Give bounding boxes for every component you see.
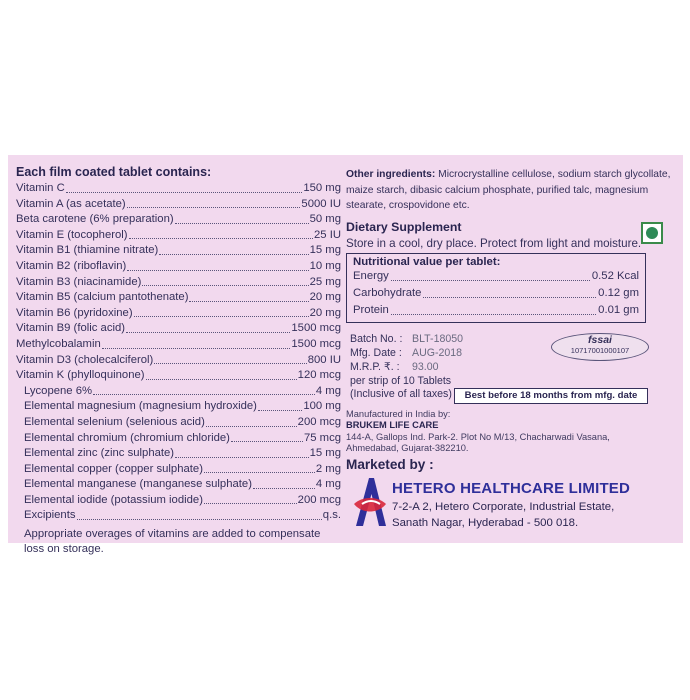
nutrient-value: 0.12 gm xyxy=(598,286,639,299)
leader-dots xyxy=(423,297,596,298)
ingredient-amount: 120 mcg xyxy=(297,369,341,382)
leader-dots xyxy=(93,394,315,395)
ingredient-name: Vitamin D3 (cholecalciferol) xyxy=(16,353,154,366)
leader-dots xyxy=(391,280,590,281)
ingredient-amount: 4 mg xyxy=(315,478,341,491)
composition-section xyxy=(16,165,341,557)
veg-mark-icon xyxy=(641,222,663,244)
composition-row xyxy=(16,243,341,259)
ingredient-name: Elemental iodide (potassium iodide) xyxy=(24,493,203,506)
composition-row xyxy=(16,415,341,431)
mfg-date-label: Mfg. Date : xyxy=(350,346,402,359)
ingredient-name: Vitamin A (as acetate) xyxy=(16,197,126,210)
nutrient-value: 0.01 gm xyxy=(598,303,639,316)
nutrient-name: Energy xyxy=(353,269,389,282)
composition-row xyxy=(16,212,341,228)
composition-row xyxy=(16,181,341,197)
composition-row xyxy=(16,321,341,337)
leader-dots xyxy=(126,332,290,333)
leader-dots xyxy=(231,441,303,442)
composition-row xyxy=(16,384,341,400)
other-ingredients-label: Other ingredients: xyxy=(346,169,436,180)
composition-row xyxy=(16,368,341,384)
ingredient-name: Elemental zinc (zinc sulphate) xyxy=(24,447,175,460)
composition-row xyxy=(16,228,341,244)
ingredient-name: Vitamin B5 (calcium pantothenate) xyxy=(16,291,189,304)
composition-row xyxy=(16,399,341,415)
ingredient-amount: 50 mg xyxy=(309,213,341,226)
composition-heading: Each film coated tablet contains: xyxy=(16,165,212,179)
hetero-logo-icon xyxy=(352,474,388,528)
nutrition-row xyxy=(353,268,639,285)
label-panel xyxy=(8,155,683,556)
leader-dots xyxy=(204,472,315,473)
dietary-supplement-heading: Dietary Supplement xyxy=(346,219,462,234)
marketed-by-label: Marketed by : xyxy=(346,456,434,472)
leader-dots xyxy=(391,314,596,315)
ingredient-amount: 25 mg xyxy=(309,275,341,288)
ingredient-amount: 800 IU xyxy=(307,353,341,366)
mrp-label: M.R.P. ₹. : xyxy=(350,360,400,373)
composition-row xyxy=(16,306,341,322)
ingredient-amount: 1500 mcg xyxy=(291,337,341,350)
overage-note: Appropriate overages of vitamins are added to compensate loss on storage. xyxy=(24,528,321,556)
storage-instructions: Store in a cool, dry place. Protect from light and moisture. xyxy=(346,236,642,250)
ingredient-amount: 4 mg xyxy=(315,384,341,397)
composition-row xyxy=(16,259,341,275)
composition-row xyxy=(16,197,341,213)
ingredient-amount: 10 mg xyxy=(309,259,341,272)
composition-row xyxy=(16,337,341,353)
manufactured-by-label: Manufactured in India by: xyxy=(346,408,451,419)
nutrition-list xyxy=(353,268,639,319)
composition-row xyxy=(16,477,341,493)
nutrition-title: Nutritional value per tablet: xyxy=(353,255,501,268)
ingredient-name: Beta carotene (6% preparation) xyxy=(16,213,174,226)
batch-value: BLT-18050 xyxy=(412,332,464,345)
ingredient-name: Elemental copper (copper sulphate) xyxy=(24,462,203,475)
ingredient-name: Vitamin B6 (pyridoxine) xyxy=(16,306,133,319)
nutrient-value: 0.52 Kcal xyxy=(591,269,639,282)
composition-list xyxy=(16,181,341,524)
taxes-info: (Inclusive of all taxes) xyxy=(350,387,452,400)
fssai-logo xyxy=(551,333,649,361)
ingredient-amount: 150 mg xyxy=(303,182,341,194)
ingredient-amount: 200 mcg xyxy=(297,493,341,506)
manufacturer-info xyxy=(346,409,676,455)
composition-row xyxy=(16,275,341,291)
ingredient-name: Vitamin B2 (riboflavin) xyxy=(16,259,127,272)
composition-row xyxy=(16,508,341,524)
ingredient-amount: 15 mg xyxy=(309,244,341,257)
ingredient-name: Excipients xyxy=(24,509,76,522)
leader-dots xyxy=(159,254,308,255)
marketer-name: HETERO HEALTHCARE LIMITED xyxy=(392,479,631,497)
manufacturer-address-line2: Ahmedabad, Gujarat-382210. xyxy=(346,443,469,453)
ingredient-amount: 20 mg xyxy=(309,291,341,304)
leader-dots xyxy=(189,301,308,302)
batch-info xyxy=(346,329,676,400)
ingredient-amount: 25 IU xyxy=(313,228,341,241)
ingredient-amount: 1500 mcg xyxy=(291,322,341,335)
manufacturer-address-line1: 144-A, Gallops Ind. Park-2. Plot No M/13, Chacharwadi Vasana, xyxy=(346,431,610,442)
other-ingredients-text: Microcrystalline cellulose, sodium starch glycollate, maize starch, dibasic calcium phosphate, purified talc, magnesium stearate, crospovidone etc. xyxy=(346,169,671,211)
nutrition-box xyxy=(346,253,646,323)
ingredient-name: Elemental manganese (manganese sulphate) xyxy=(24,478,252,491)
composition-row xyxy=(16,446,341,462)
other-ingredients xyxy=(346,167,676,214)
nutrition-row xyxy=(353,302,639,319)
ingredient-name: Vitamin C xyxy=(16,182,65,194)
ingredient-name: Elemental magnesium (magnesium hydroxide) xyxy=(24,400,257,413)
strip-info: per strip of 10 Tablets xyxy=(350,374,452,387)
nutrient-name: Carbohydrate xyxy=(353,286,422,299)
mfg-date-value: AUG-2018 xyxy=(412,346,463,359)
batch-label: Batch No. : xyxy=(350,332,403,345)
fssai-number: 10717001000107 xyxy=(570,345,630,355)
ingredient-amount: 20 mg xyxy=(309,306,341,319)
leader-dots xyxy=(154,363,306,364)
leader-dots xyxy=(77,519,322,520)
info-section xyxy=(346,167,676,534)
leader-dots xyxy=(134,316,309,317)
leader-dots xyxy=(66,192,303,193)
leader-dots xyxy=(175,223,309,224)
composition-row xyxy=(16,290,341,306)
leader-dots xyxy=(102,348,291,349)
composition-row xyxy=(16,431,341,447)
ingredient-name: Vitamin B3 (niacinamide) xyxy=(16,275,142,288)
nutrition-row xyxy=(353,285,639,302)
marketer-address-line2: Sanath Nagar, Hyderabad - 500 018. xyxy=(392,516,579,529)
ingredient-name: Methylcobalamin xyxy=(16,337,101,350)
leader-dots xyxy=(142,285,308,286)
ingredient-amount: 100 mg xyxy=(303,400,341,413)
manufacturer-name: BRUKEM LIFE CARE xyxy=(346,420,439,430)
ingredient-amount: 15 mg xyxy=(309,447,341,460)
ingredient-amount: q.s. xyxy=(322,509,341,522)
leader-dots xyxy=(127,207,301,208)
ingredient-amount: 200 mcg xyxy=(297,415,341,428)
marketer-address-line1: 7-2-A 2, Hetero Corporate, Industrial Estate, xyxy=(392,500,615,513)
ingredient-name: Vitamin E (tocopherol) xyxy=(16,228,128,241)
leader-dots xyxy=(175,457,309,458)
composition-row xyxy=(16,462,341,478)
leader-dots xyxy=(204,503,297,504)
ingredient-amount: 2 mg xyxy=(315,462,341,475)
leader-dots xyxy=(146,379,297,380)
composition-row xyxy=(16,353,341,369)
leader-dots xyxy=(253,488,315,489)
best-before-box: Best before 18 months from mfg. date xyxy=(454,388,648,404)
mrp-value: 93.00 xyxy=(412,360,439,373)
ingredient-name: Elemental chromium (chromium chloride) xyxy=(24,431,230,444)
ingredient-amount: 75 mcg xyxy=(303,431,341,444)
composition-row xyxy=(16,493,341,509)
ingredient-name: Vitamin B9 (folic acid) xyxy=(16,322,126,335)
ingredient-name: Vitamin B1 (thiamine nitrate) xyxy=(16,244,159,257)
marketer-block xyxy=(346,474,676,534)
nutrient-name: Protein xyxy=(353,303,389,316)
leader-dots xyxy=(129,238,313,239)
leader-dots xyxy=(258,410,302,411)
ingredient-name: Elemental selenium (selenious acid) xyxy=(24,415,205,428)
ingredient-name: Lycopene 6% xyxy=(24,384,93,397)
ingredient-amount: 5000 IU xyxy=(301,197,341,210)
fssai-mark: fssai xyxy=(588,333,612,346)
leader-dots xyxy=(206,426,297,427)
ingredient-name: Vitamin K (phylloquinone) xyxy=(16,369,145,382)
leader-dots xyxy=(127,270,308,271)
